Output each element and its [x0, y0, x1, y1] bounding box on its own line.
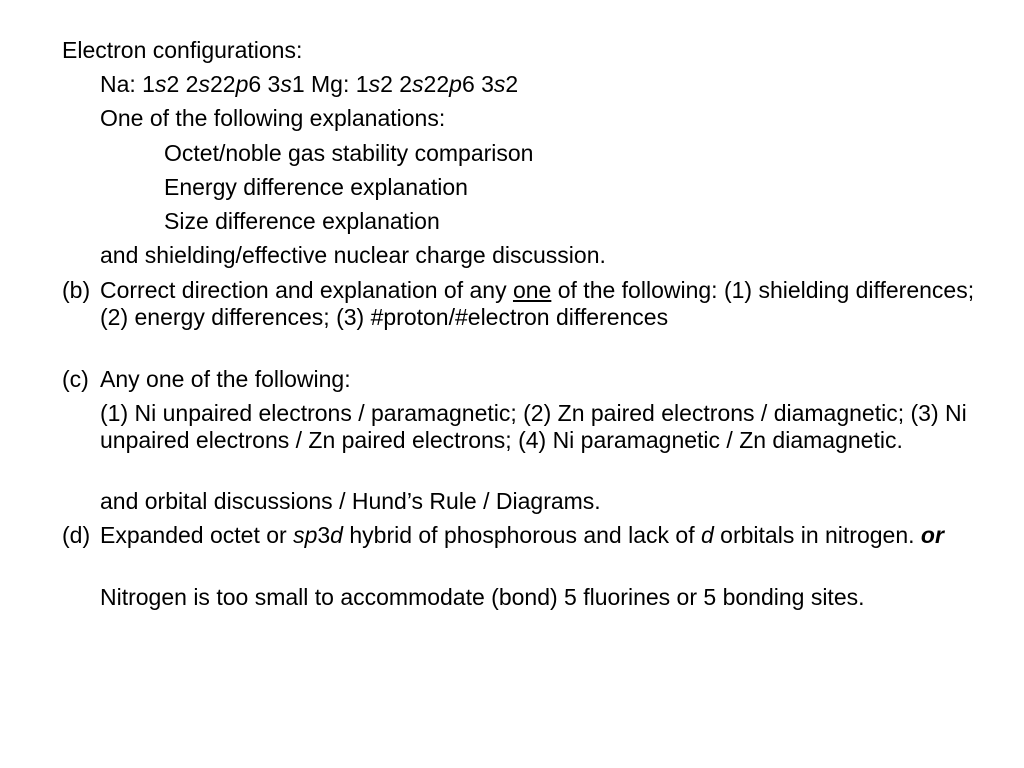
orbital-s: s — [154, 71, 167, 97]
explanation-option: Octet/noble gas stability comparison — [164, 140, 534, 166]
explanations-closing: and shielding/effective nuclear charge discussion. — [100, 242, 606, 268]
config-text: 22 — [209, 71, 236, 97]
explanation-option: Energy difference explanation — [164, 174, 468, 200]
part-d-alternative: Nitrogen is too small to accommodate (bond) 5 fluorines or 5 bonding sites. — [100, 584, 865, 610]
config-text: 6 3 — [461, 71, 494, 97]
orbital-s: s — [280, 71, 292, 97]
underlined-word: one — [512, 277, 552, 303]
config-text: 2 — [505, 71, 519, 97]
explanation-option: Size difference explanation — [164, 208, 440, 234]
hybrid-d: d — [330, 522, 343, 548]
hybrid-sp: sp — [293, 522, 318, 548]
orbital-s: s — [412, 71, 424, 97]
part-d-text: Expanded octet or sp3d hybrid of phosphorous and lack of d orbitals in nitrogen. or — [100, 522, 944, 548]
config-text: 2 2 — [380, 71, 413, 97]
part-b-text: Correct direction and explanation of any one of the following: (1) shielding differences; (2) energy differences; (3) #proton/#electron differences — [100, 277, 975, 330]
part-c-intro: Any one of the following: — [100, 366, 351, 392]
orbital-s: s — [368, 71, 381, 97]
part-d-label: (d) — [62, 522, 91, 548]
orbital-p: p — [449, 71, 462, 97]
orbital-d: d — [700, 522, 714, 548]
na-config-text: Na: 1 — [100, 71, 155, 97]
part-c-options: (1) Ni unpaired electrons / paramagnetic; (2) Zn paired electrons / diamagnetic; (3) Ni unpaired electrons / Zn paired electrons; (4) Ni paramagnetic / Zn diamagnetic. — [100, 400, 967, 453]
part-c-closing: and orbital discussions / Hund’s Rule / Diagrams. — [100, 488, 601, 514]
orbital-s: s — [198, 71, 210, 97]
or-connector: or — [920, 522, 944, 548]
config-text: 6 3 — [248, 71, 281, 97]
config-text: 2 2 — [166, 71, 199, 97]
config-text: 22 — [423, 71, 450, 97]
part-b-label: (b) — [62, 277, 91, 303]
orbital-s: s — [493, 71, 506, 97]
mg-config-text: 1 Mg: 1 — [291, 71, 369, 97]
electron-configurations-line — [100, 71, 518, 98]
explanations-intro: One of the following explanations: — [100, 105, 446, 131]
orbital-p: p — [235, 71, 249, 97]
heading: Electron configurations: — [62, 37, 303, 63]
part-c-label: (c) — [62, 366, 89, 392]
